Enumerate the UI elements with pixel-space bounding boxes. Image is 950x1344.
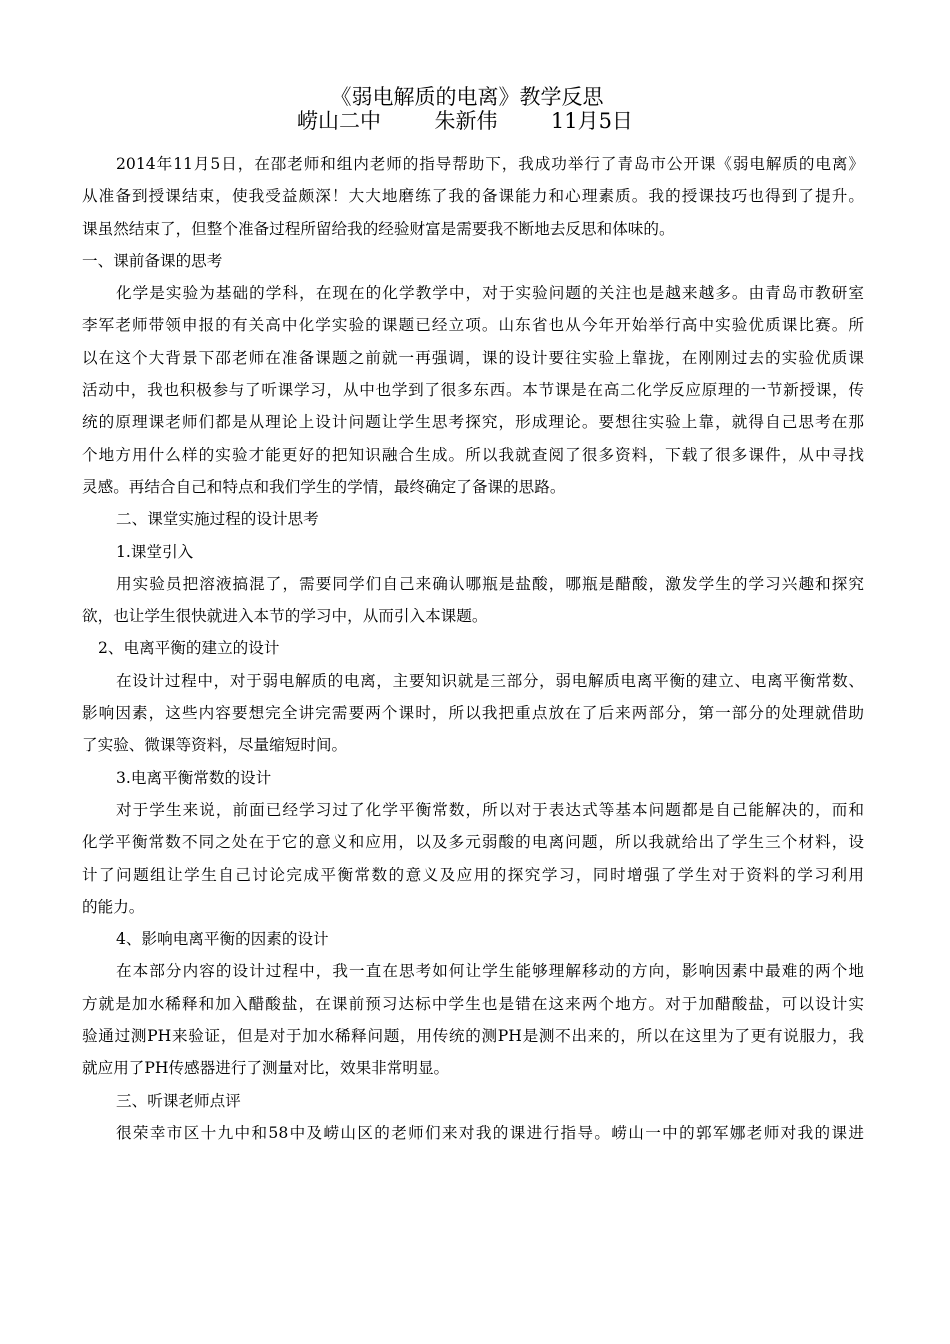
paragraph-line: 了实验、微课等资料，尽量缩短时间。 xyxy=(82,736,348,755)
paragraph-line: 欲，也让学生很快就进入本节的学习中，从而引入本课题。 xyxy=(82,607,488,626)
document-byline: 崂山二中 朱新伟 11月5日 xyxy=(297,109,633,133)
paragraph-line: 很荣幸市区十九中和58中及崂山区的老师们来对我的课进行指导。崂山一中的郭军娜老师对我的课进 xyxy=(116,1123,864,1142)
subsection-heading: 3.电离平衡常数的设计 xyxy=(116,768,272,787)
paragraph-line: 在本部分内容的设计过程中，我一直在思考如何让学生能够理解移动的方向，影响因素中最难的两个地 xyxy=(116,962,864,981)
document-title: 《弱电解质的电离》教学反思 xyxy=(330,85,604,109)
section-heading: 一、课前备课的思考 xyxy=(82,251,223,270)
paragraph-line: 化学是实验为基础的学科，在现在的化学教学中，对于实验问题的关注也是越来越多。由青岛市教研室 xyxy=(116,284,864,303)
paragraph-line: 就应用了PH传感器进行了测量对比，效果非常明显。 xyxy=(82,1059,450,1078)
subsection-heading: 4、影响电离平衡的因素的设计 xyxy=(116,930,329,949)
paragraph-line: 在设计过程中，对于弱电解质的电离，主要知识就是三部分，弱电解质电离平衡的建立、电离平衡常数、 xyxy=(116,671,864,690)
paragraph-line: 课虽然结束了，但整个准备过程所留给我的经验财富是需要我不断地去反思和体味的。 xyxy=(82,219,675,238)
paragraph-line: 2014年11月5日，在邵老师和组内老师的指导帮助下，我成功举行了青岛市公开课《弱电解质的电离》 xyxy=(116,155,864,173)
paragraph-line: 计了问题组让学生自己讨论完成平衡常数的意义及应用的探究学习，同时增强了学生对于资料的学习利用 xyxy=(82,865,864,884)
subsection-heading: 2、电离平衡的建立的设计 xyxy=(98,639,280,658)
paragraph-line: 化学平衡常数不同之处在于它的意义和应用，以及多元弱酸的电离问题，所以我就给出了学生三个材料，设 xyxy=(82,833,864,852)
section-heading: 三、听课老师点评 xyxy=(116,1091,241,1110)
paragraph-line: 李军老师带领申报的有关高中化学实验的课题已经立项。山东省也从今年开始举行高中实验优质课比赛。所 xyxy=(82,316,864,335)
paragraph-line: 方就是加水稀释和加入醋酸盐，在课前预习达标中学生也是错在这来两个地方。对于加醋酸盐，可以设计实 xyxy=(82,994,864,1013)
paragraph-line: 从准备到授课结束，使我受益颇深！大大地磨练了我的备课能力和心理素质。我的授课技巧也得到了提升。 xyxy=(82,187,864,206)
paragraph-line: 个地方用什么样的实验才能更好的把知识融合生成。所以我就查阅了很多资料，下载了很多课件，从中寻找 xyxy=(82,445,864,464)
paragraph-line: 灵感。再结合自己和特点和我们学生的学情，最终确定了备课的思路。 xyxy=(82,477,566,496)
paragraph-line: 的能力。 xyxy=(82,897,145,916)
paragraph-line: 统的原理课老师们都是从理论上设计问题让学生思考探究，形成理论。要想往实验上靠，就得自己思考在那 xyxy=(82,413,864,432)
paragraph-line: 活动中，我也积极参与了听课学习，从中也学到了很多东西。本节课是在高二化学反应原理的一节新授课，传 xyxy=(82,381,864,400)
paragraph-line: 对于学生来说，前面已经学习过了化学平衡常数，所以对于表达式等基本问题都是自己能解决的，而和 xyxy=(116,800,864,819)
paragraph-line: 影响因素，这些内容要想完全讲完需要两个课时，所以我把重点放在了后来两部分，第一部分的处理就借助 xyxy=(82,704,864,723)
paragraph-line: 验通过测PH来验证，但是对于加水稀释问题，用传统的测PH是测不出来的，所以在这里为了更有说服力，我 xyxy=(82,1027,864,1046)
subsection-heading: 1.课堂引入 xyxy=(116,542,194,561)
paragraph-line: 用实验员把溶液搞混了，需要同学们自己来确认哪瓶是盐酸，哪瓶是醋酸，激发学生的学习兴趣和探究 xyxy=(116,574,864,593)
section-heading: 二、课堂实施过程的设计思考 xyxy=(116,510,319,529)
paragraph-line: 以在这个大背景下邵老师在准备课题之前就一再强调，课的设计要往实验上靠拢，在刚刚过去的实验优质课 xyxy=(82,348,864,367)
document-body xyxy=(82,148,864,1149)
